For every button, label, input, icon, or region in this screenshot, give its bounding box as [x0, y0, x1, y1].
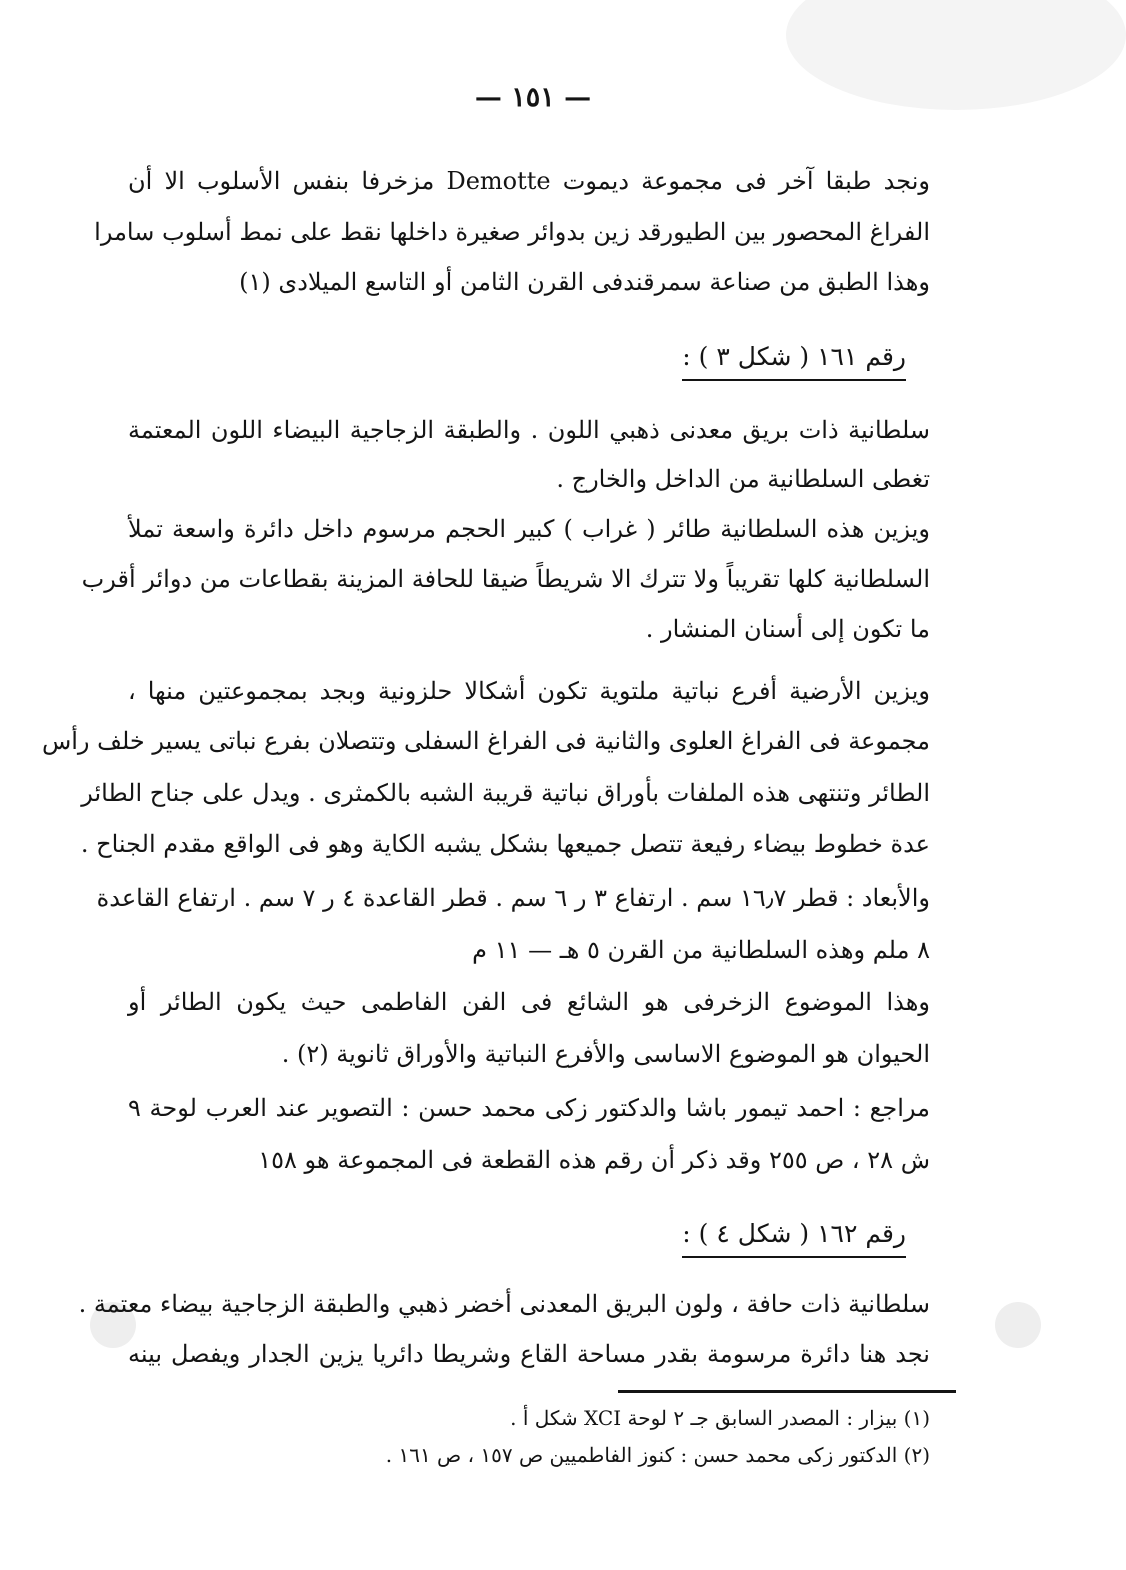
text-line: ٨ ملم وهذه السلطانية من القرن ٥ هـ — ١١ م [472, 936, 930, 964]
text-line: عدة خطوط بيضاء رفيعة تتصل جميعها بشكل يشبه الكاية وهو فى الواقع مقدم الجناح . [80, 830, 930, 858]
text-line: ويزين الأرضية أفرع نباتية ملتوية تكون أشكالا حلزونية وبجد بمجموعتين منها ، [128, 677, 930, 705]
text-line: الطائر وتنتهى هذه الملفات بأوراق نباتية قريبة الشبه بالكمثرى . ويدل على جناح الطائر [81, 779, 930, 807]
text-line: ش ٢٨ ، ص ٢٥٥ وقد ذكر أن رقم هذه القطعة فى المجموعة هو ١٥٨ [258, 1146, 930, 1174]
text-line: ويزين هذه السلطانية طائر ( غراب ) كبير الحجم مرسوم داخل دائرة واسعة تملأ [128, 515, 930, 543]
section-heading-162: رقم ١٦٢ ( شكل ٤ ) : [682, 1216, 906, 1258]
text-line: الحيوان هو الموضوع الاساسى والأفرع النباتية والأوراق ثانوية (٢) . [281, 1040, 930, 1068]
footnote: (٢) الدكتور زكى محمد حسن : كنوز الفاطميين ص ١٥٧ ، ص ١٦١ . [385, 1443, 930, 1467]
text-line: مراجع : احمد تيمور باشا والدكتور زكى محمد حسن : التصوير عند العرب لوحة ٩ [128, 1094, 930, 1122]
text-line: الفراغ المحصور بين الطيورقد زين بدوائر صغيرة داخلها نقط على نمط أسلوب سامرا [94, 218, 930, 246]
footnote: (١) بيزار : المصدر السابق جـ ٢ لوحة XCI شكل أ . [510, 1406, 930, 1430]
text-line: وهذا الطبق من صناعة سمرقندفى القرن الثامن أو التاسع الميلادى (١) [239, 268, 930, 296]
text-line: ونجد طبقا آخر فى مجموعة ديموت Demotte مزخرفا بنفس الأسلوب الا أن [128, 167, 930, 195]
scan-blemish [995, 1302, 1041, 1348]
text-line: ما تكون إلى أسنان المنشار . [645, 615, 930, 643]
text-line: سلطانية ذات بريق معدنى ذهبي اللون . والطبقة الزجاجية البيضاء اللون المعتمة [128, 416, 930, 444]
text-line: والأبعاد : قطر ١٦٫٧ سم . ارتفاع ٣ ر ٦ سم . قطر القاعدة ٤ ر ٧ سم . ارتفاع القاعدة [96, 884, 930, 912]
page-number: — ١٥١ — [474, 82, 592, 113]
text-line: مجموعة فى الفراغ العلوى والثانية فى الفراغ السفلى وتتصلان بفرع نباتى يسير خلف رأس [41, 727, 930, 755]
section-heading-161: رقم ١٦١ ( شكل ٣ ) : [682, 339, 906, 381]
footnote-divider [618, 1390, 956, 1393]
text-line: وهذا الموضوع الزخرفى هو الشائع فى الفن الفاطمى حيث يكون الطائر أو [128, 988, 931, 1016]
text-line: تغطى السلطانية من الداخل والخارج . [556, 465, 930, 493]
text-line: نجد هنا دائرة مرسومة بقدر مساحة القاع وشريطا دائريا يزين الجدار ويفصل بينه [128, 1340, 930, 1368]
text-line: السلطانية كلها تقريباً ولا تترك الا شريطاً ضيقا للحافة المزينة بقطاعات من دوائر أقرب [81, 565, 930, 593]
text-line: سلطانية ذات حافة ، ولون البريق المعدنى أخضر ذهبي والطبقة الزجاجية بيضاء معتمة . [78, 1290, 930, 1318]
